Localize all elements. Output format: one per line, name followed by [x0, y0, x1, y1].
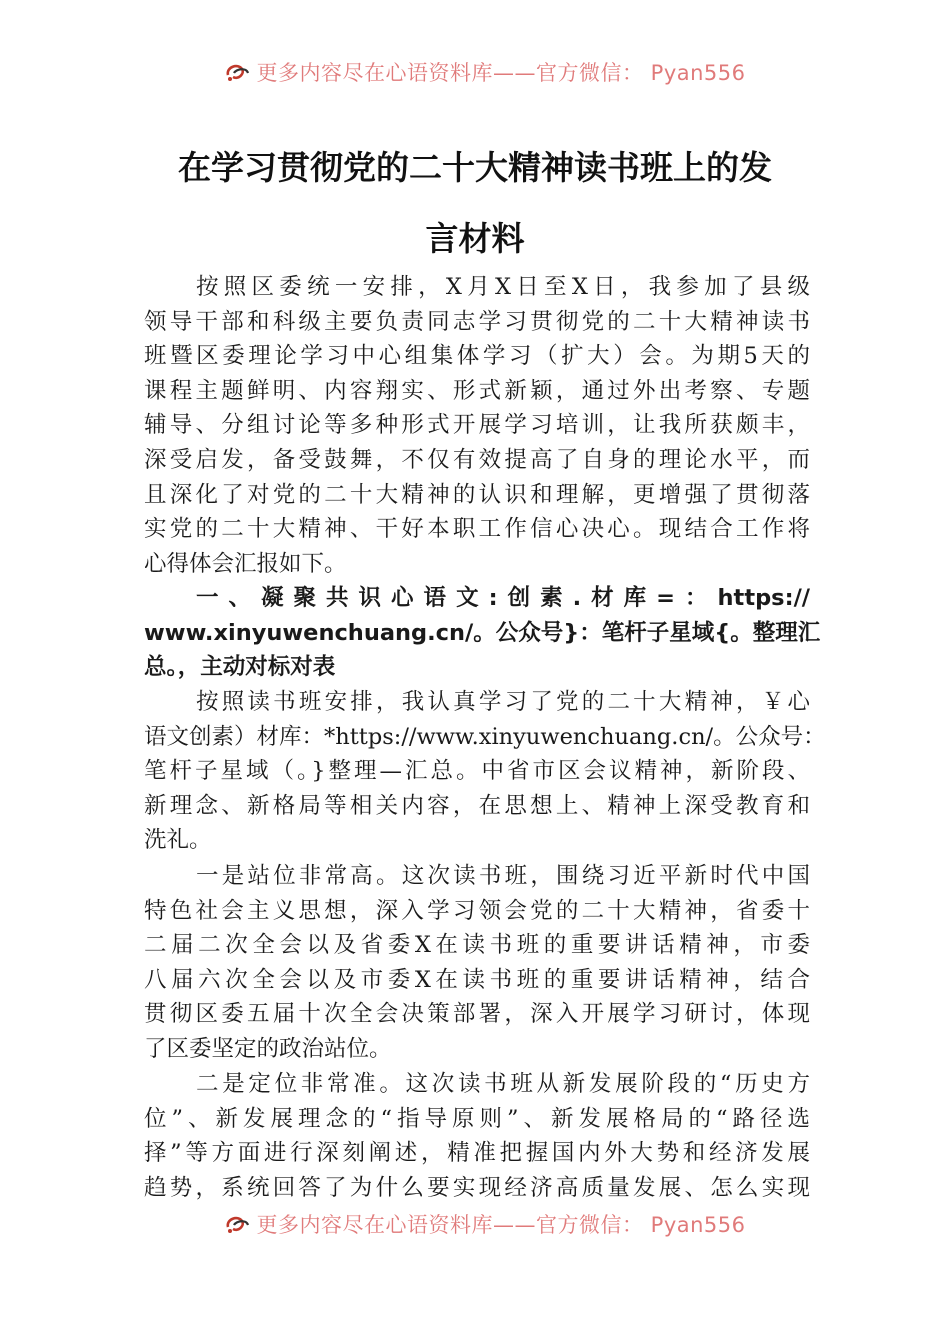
paragraph-line: 了区委坚定的政治站位。	[144, 1035, 392, 1062]
paragraph-line: 班暨区委理论学习中心组集体学习（扩大）会。为期5天的	[144, 343, 810, 370]
watermark-header	[0, 52, 950, 92]
paragraph-line: 按照读书班安排，我认真学习了党的二十大精神，￥心	[196, 689, 810, 715]
paragraph-line: 八届六次全会以及市委X在读书班的重要讲话精神，结合	[144, 966, 810, 993]
swirl-logo-icon	[224, 1213, 250, 1235]
paragraph-line: 二届二次全会以及省委X在读书班的重要讲话精神，市委	[144, 932, 810, 959]
paragraph-line: 新理念、新格局等相关内容，在思想上、精神上深受教育和	[144, 792, 810, 819]
paragraph-line: 笔杆子星域（。}整理—汇总。中省市区会议精神，新阶段、	[144, 758, 810, 785]
paragraph-line: 深受启发，备受鼓舞，不仅有效提高了自身的理论水平，而	[144, 446, 810, 473]
paragraph-line: 贯彻区委五届十次全会决策部署，深入开展学习研讨，体现	[144, 1001, 810, 1028]
paragraph-line: 一是站位非常高。这次读书班，围绕习近平新时代中国	[196, 863, 810, 889]
swirl-logo-icon	[224, 61, 250, 83]
paragraph-line: 语文创素）材库：*https://www.xinyuwenchuang.cn/。公众号：	[144, 723, 826, 750]
watermark-text: 更多内容尽在心语资料库——官方微信： Pyan556	[256, 61, 746, 85]
paragraph-line: 二是定位非常准。这次读书班从新发展阶段的“历史方	[196, 1071, 810, 1097]
paragraph-point-2	[144, 1067, 810, 1205]
heading-line: 一、凝聚共识心语文:创素.材库=：https://	[196, 585, 810, 611]
paragraph-study	[144, 685, 826, 858]
watermark-footer	[0, 1204, 950, 1244]
section-heading-1	[144, 581, 821, 685]
paragraph-point-1	[144, 859, 810, 1067]
paragraph-intro	[144, 270, 810, 581]
paragraph-line: 辅导、分组讨论等多种形式开展学习培训，让我所获颇丰，	[144, 412, 810, 439]
heading-line: www.xinyuwenchuang.cn/。公众号}：笔杆子星域{。整理汇	[144, 619, 821, 646]
paragraph-line: 位”、新发展理念的“指导原则”、新发展格局的“路径选	[144, 1105, 810, 1132]
paragraph-line: 按照区委统一安排，X月X日至X日，我参加了县级	[196, 274, 810, 300]
paragraph-line: 且深化了对党的二十大精神的认识和理解，更增强了贯彻落	[144, 481, 810, 508]
paragraph-line: 择”等方面进行深刻阐述，精准把握国内外大势和经济发展	[144, 1140, 810, 1167]
paragraph-line: 领导干部和科级主要负责同志学习贯彻党的二十大精神读书	[144, 308, 810, 335]
paragraph-line: 心得体会汇报如下。	[144, 550, 347, 577]
paragraph-line: 课程主题鲜明、内容翔实、形式新颖，通过外出考察、专题	[144, 377, 810, 404]
document-title-line2: 言材料	[425, 219, 525, 258]
heading-line: 总。，主动对标对表	[144, 654, 336, 681]
watermark-text: 更多内容尽在心语资料库——官方微信： Pyan556	[256, 1213, 746, 1237]
paragraph-line: 特色社会主义思想，深入学习领会党的二十大精神，省委十	[144, 897, 810, 924]
paragraph-line: 洗礼。	[144, 827, 212, 854]
document-title-line1: 在学习贯彻党的二十大精神读书班上的发	[178, 148, 772, 187]
paragraph-line: 实党的二十大精神、干好本职工作信心决心。现结合工作将	[144, 516, 810, 543]
paragraph-line: 趋势，系统回答了为什么要实现经济高质量发展、怎么实现	[144, 1174, 810, 1201]
